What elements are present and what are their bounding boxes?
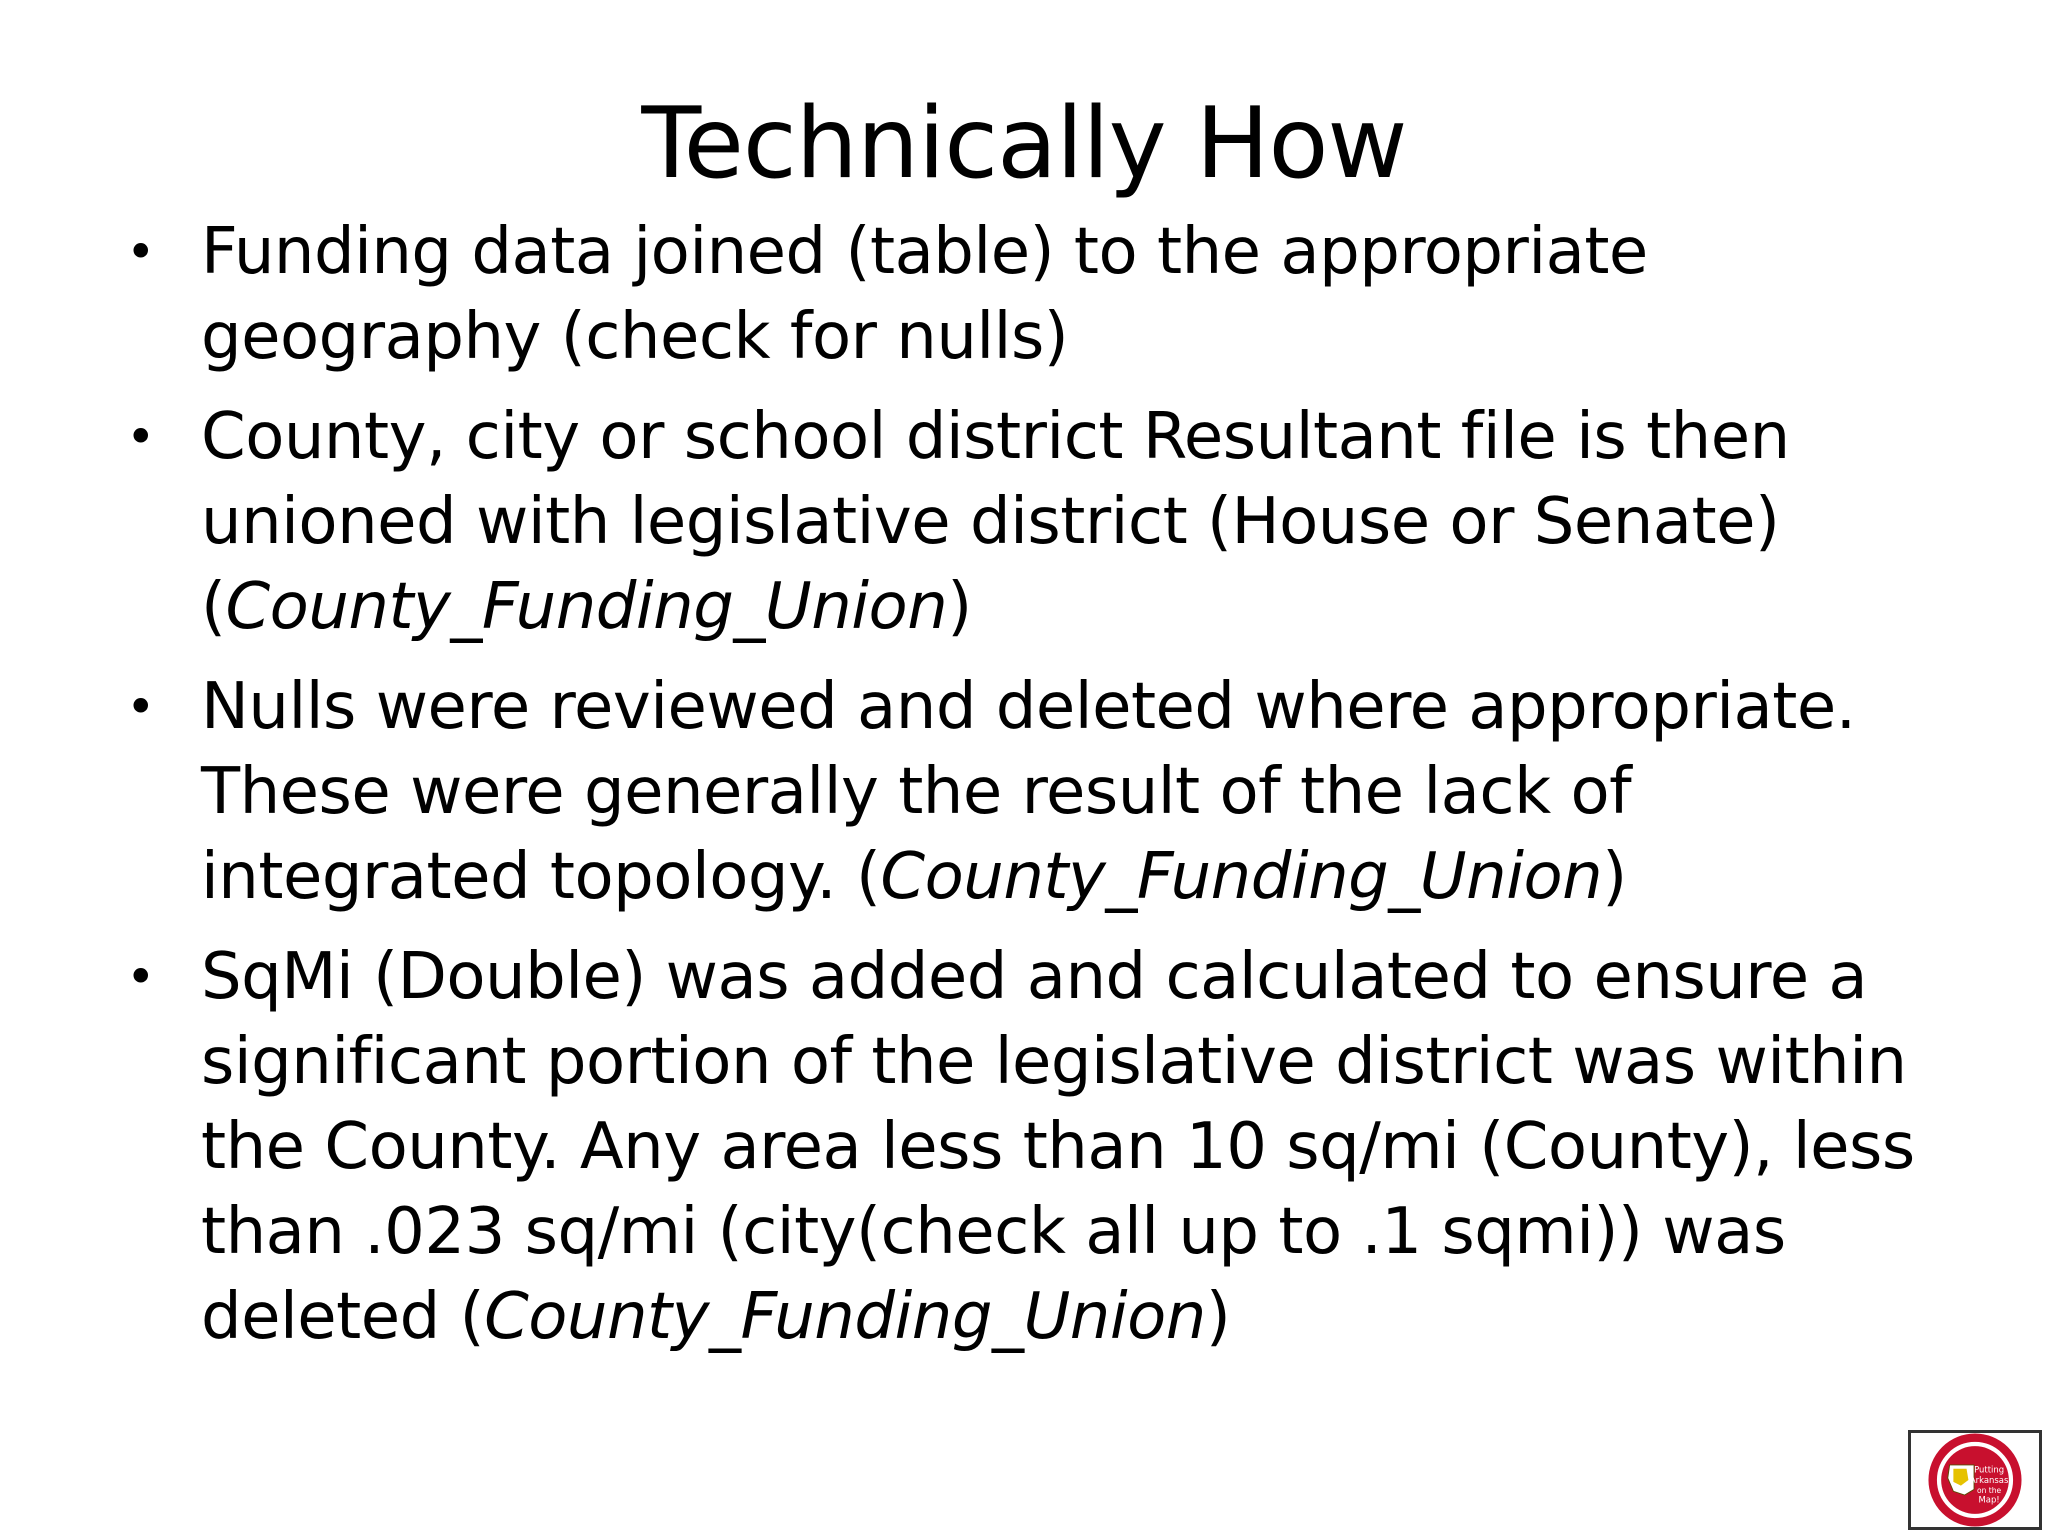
- bullet-italic-text: County_Funding_Union: [880, 840, 1603, 914]
- bullet-item: [118, 665, 1918, 920]
- bullet-text: Nulls were reviewed and deleted where appropriate. These were generally the result of the lack of integrated topology. (: [201, 670, 1856, 914]
- svg-text:on the: on the: [1977, 1486, 2002, 1496]
- bullet-item: [118, 395, 1918, 650]
- bullet-text: Funding data joined (table) to the appropriate geography (check for nulls): [201, 215, 1648, 374]
- svg-text:Arkansas: Arkansas: [1969, 1474, 2009, 1485]
- bullet-item: [118, 935, 1918, 1360]
- bullet-suffix: ): [1602, 840, 1627, 914]
- bullet-suffix: ): [1205, 1280, 1231, 1354]
- agency-logo: [1908, 1430, 2042, 1530]
- bullet-icon: •: [126, 678, 155, 736]
- bullet-icon: •: [126, 223, 155, 281]
- bullet-italic-text: County_Funding_Union: [484, 1280, 1206, 1354]
- bullet-list: [118, 210, 1918, 1375]
- bullet-item: [118, 210, 1918, 380]
- svg-text:Map!: Map!: [1978, 1494, 2000, 1505]
- bullet-suffix: ): [947, 570, 972, 644]
- svg-text:Putting: Putting: [1974, 1464, 2005, 1475]
- bullet-icon: •: [126, 948, 155, 1006]
- bullet-text: County, city or school district Resultant file is then unioned with legislative district (House or Senate) (: [201, 400, 1790, 644]
- agency-seal-logo-icon: [1911, 1433, 2039, 1527]
- bullet-text: SqMi (Double) was added and calculated to ensure a significant portion of the legislative district was within the County. Any area less than 10 sq/mi (County), less than .023 sq/mi (city(check all up to .1 sqmi)) was deleted (: [201, 940, 1915, 1354]
- bullet-icon: •: [126, 408, 155, 466]
- slide-title: Technically How: [641, 86, 1407, 201]
- bullet-italic-text: County_Funding_Union: [225, 570, 948, 644]
